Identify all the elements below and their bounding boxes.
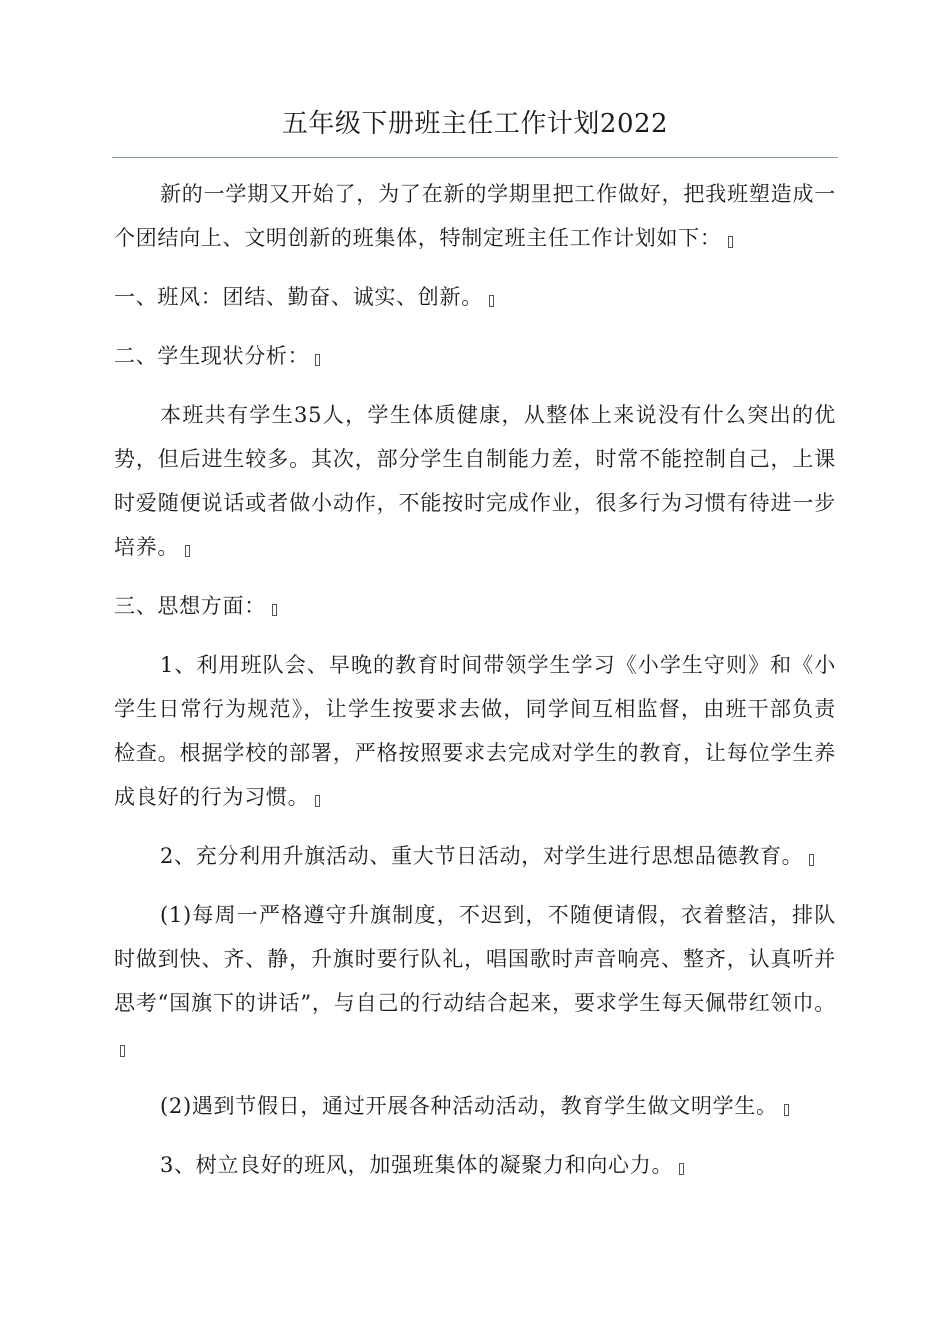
document-body — [114, 172, 836, 1202]
paragraph-text: 1、利用班队会、早晚的教育时间带领学生学习《小学生守则》和《小学生日常行为规范》，让学生按要求去做，同学间互相监督，由班干部负责检查。根据学校的部署，严格按照要求去完成对学生的教育，让每位学生养成良好的行为习惯。 — [114, 653, 836, 809]
paragraph-mark-icon — [679, 1163, 684, 1175]
paragraph-subitem-1 — [114, 893, 836, 1069]
document-title: 五年级下册班主任工作计划2022 — [281, 109, 669, 139]
paragraph-text: 三、思想方面： — [114, 594, 266, 618]
paragraph-mark-icon — [120, 1045, 125, 1057]
title-divider — [112, 157, 838, 158]
paragraph-text: 一、班风：团结、勤奋、诚实、创新。 — [114, 285, 483, 309]
paragraph-mark-icon — [489, 295, 494, 307]
paragraph-mark-icon — [728, 236, 733, 248]
paragraph-text: 新的一学期又开始了，为了在新的学期里把工作做好，把我班塑造成一个团结向上、文明创新的班集体，特制定班主任工作计划如下： — [114, 182, 836, 250]
paragraph-mark-icon — [784, 1104, 789, 1116]
paragraph-mark-icon — [185, 545, 190, 557]
paragraph-item-1 — [114, 643, 836, 819]
paragraph-mark-icon — [272, 604, 277, 616]
paragraph-text: 3、树立良好的班风，加强班集体的凝聚力和向心力。 — [160, 1153, 674, 1177]
paragraph-text: (1)每周一严格遵守升旗制度，不迟到，不随便请假，衣着整洁，排队时做到快、齐、静，升旗时要行队礼，唱国歌时声音响亮、整齐，认真听并思考“国旗下的讲话”，与自己的行动结合起来，要求学生每天佩带红领巾。 — [114, 903, 836, 1015]
paragraph-mark-icon — [809, 854, 814, 866]
paragraph-text: (2)遇到节假日，通过开展各种活动活动，教育学生做文明学生。 — [160, 1094, 778, 1118]
paragraph-item-2 — [114, 834, 836, 878]
paragraph-text: 2、充分利用升旗活动、重大节日活动，对学生进行思想品德教育。 — [160, 844, 804, 868]
paragraph-text: 二、学生现状分析： — [114, 344, 310, 368]
paragraph-student-analysis — [114, 393, 836, 569]
paragraph-subitem-2 — [114, 1084, 836, 1128]
paragraph-mark-icon — [315, 795, 320, 807]
heading-class-style — [114, 275, 836, 319]
heading-student-analysis — [114, 334, 836, 378]
heading-ideology — [114, 584, 836, 628]
paragraph-mark-icon — [315, 354, 320, 366]
paragraph-text: 本班共有学生35人，学生体质健康，从整体上来说没有什么突出的优势，但后进生较多。其次，部分学生自制能力差，时常不能控制自己，上课时爱随便说话或者做小动作，不能按时完成作业，很多行为习惯有待进一步培养。 — [114, 403, 836, 559]
paragraph-intro — [114, 172, 836, 260]
paragraph-item-3 — [114, 1143, 836, 1187]
